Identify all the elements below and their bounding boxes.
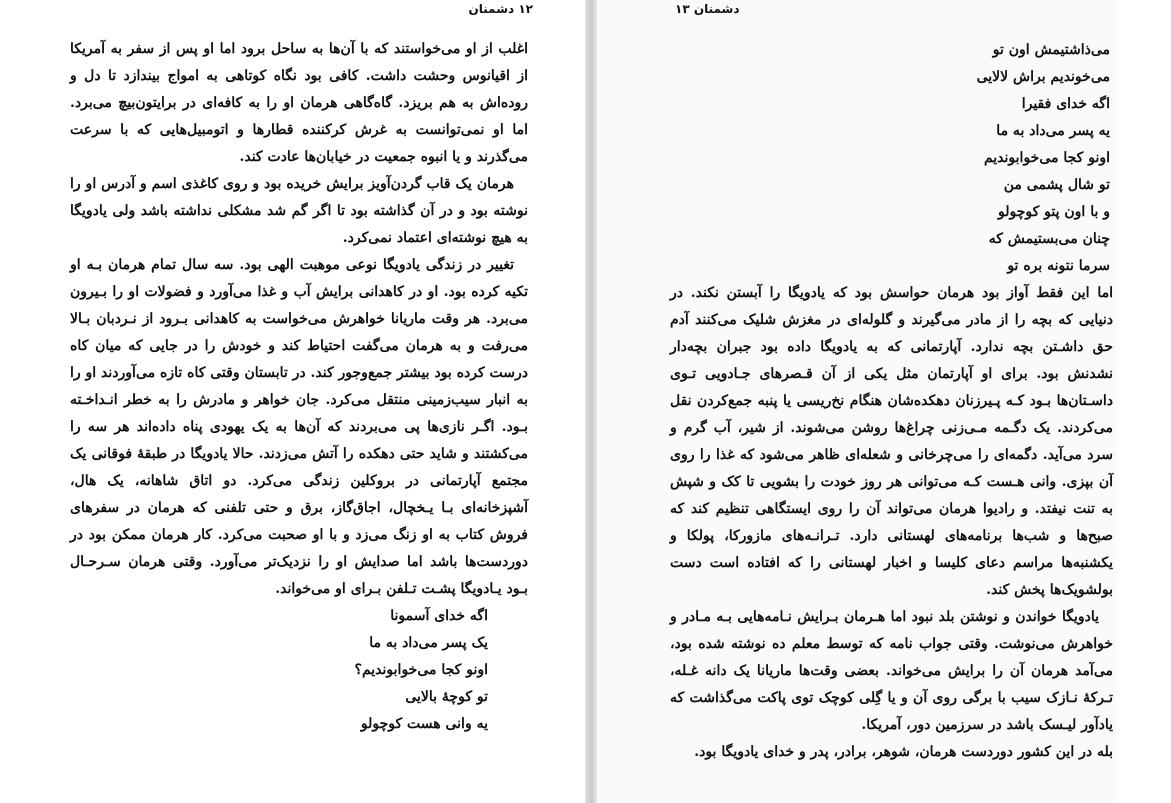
- left-page: [0, 0, 585, 803]
- left-verse-line: اگه خدای آسمونا: [390, 608, 488, 624]
- left-paragraph-3: تغییر در زندگی یادویگا نوعی موهبت الهی بود. سه سال تمام هرمان بـه او تکیه کرده بود. او در کاهدانی برایش آب و غذا می‌آورد و فضولات او را بـیرون می‌برد. هر وقت ماریانا خواهرش می‌خواست به کاهدانی بـرود از نـردبان بـالا می‌رفت و به هرمان می‌گفت احتیاط کند و خودش را در جایی که میان کاه درست کرده بود بیشتر جمع‌وجور کند. در تابستان وقتی کاه تازه می‌آوردند او را به انبار سیب‌زمینی منتقل می‌کرد. جان خواهر و مادرش را به خطر انـداخـته بـود. اگـر نازی‌ها پی می‌بردند که آن‌ها به یک یهودی پناه داده‌اند هر سه را می‌کشتند و شاید حتی دهکده را آتش می‌زدند. حالا یادویگا در طبقهٔ فوقانی یک مجتمع آپارتمانی در بروکلین زندگی می‌کرد. دو اتاق شاهانه، یک هال، آشپزخانه‌ای بـا یـخچال، اجاق‌گاز، برق و حتی تلفنی که هرمان در سفرهای فروش کتاب به او زنگ می‌زد و با او صحبت می‌کرد. کار هرمان ممکن بود در دوردست‌ها باشد اما صدایش او را نزدیک‌تر می‌آورد. وقتی هرمان سـرحـال بـود یـادویگا پشـت تـلفن بـرای او می‌خواند.: [70, 257, 528, 597]
- left-paragraph-1: اغلب از او می‌خواستند که با آن‌ها به ساحل برود اما او پس از سفر به آمریکا از اقیانوس وحشت داشت. کافی بود نگاه کوتاهی به امواج بیندازد تا دل و روده‌اش به هم بریزد. گاه‌گاهی هرمان او را به کافه‌ای در برایتون‌بیچ می‌برد. اما او نمی‌توانست به غرش کرکننده قطارها و اتومبیل‌هایی که با سرعت می‌گذرند و یا انبوه جمعیت در خیابان‌ها عادت کند.: [70, 41, 528, 165]
- right-verse-line: یه پسر می‌داد به ما: [996, 123, 1110, 139]
- left-verse: [70, 603, 488, 738]
- right-verse-line: می‌ذاشتیمش اون تو: [992, 42, 1110, 58]
- right-page: [597, 0, 1171, 803]
- right-paragraph-1: اما این فقط آواز بود هرمان حواسش بود که یادویگا را آبستن نکند. در دنیایی که بچه را از مادر می‌گیرند و گلوله‌ای در مغزش شلیک می‌کنند آدم حق داشـتن بچه ندارد. آپارتمانی که به یادویگا داده بود جبران بچه‌دار نشدنش بود. برای او آپارتمان مثل یکی از آن قـصرهای جـادویی تـوی داسـتان‌ها بـود کـه پـیرزنان دهکده‌شان هنگام نخ‌ریسی یا پنبه جمع‌کردن نقل می‌کردند. یک دگـمه مـی‌زنی چراغ‌ها روشن می‌شوند. از شیر، آب گرم و سرد می‌آید. دگمه‌ای را می‌چرخانی و شعله‌ای ظاهر می‌شود که غذا را روی آن بپزی. وانی هـست کـه می‌توانی هر روز خودت را بشویی تا کک و شپش به تنت نیفتد. و رادیوا هرمان می‌تواند آن را روی ایستگاهی تنظیم کند که صبح‌ها و شب‌ها برنامه‌های لهستانی دارد. تـرانـه‌های مازورکا، پولکا و یکشنبه‌ها مراسم دعای کلیسا و اخبار لهستانی را که افتاده است دست بولشویک‌ها پخش کند.: [670, 285, 1113, 598]
- right-text-column: [670, 37, 1113, 766]
- left-verse-line: تو کوچهٔ بالایی: [405, 689, 488, 705]
- right-verse-line: سرما نتونه بره تو: [1007, 258, 1110, 274]
- right-verse-line: چنان می‌بستیمش که: [988, 231, 1110, 247]
- left-text-column: [70, 36, 528, 738]
- left-paragraph-2: هرمان یک قاب گردن‌آویز برایش خریده بود و روی کاغذی اسم و آدرس او را نوشته بود و در آن گذاشته بود تا اگر گم شد مشکلی نداشته باشد ولی یادویگا به هیچ نوشته‌ای اعتماد نمی‌کرد.: [70, 176, 528, 246]
- left-verse-line: یک پسر می‌داد به ما: [369, 635, 488, 651]
- right-verse-line: اونو کجا می‌خوابوندیم: [983, 150, 1110, 166]
- right-paragraph-2: یادویگا خواندن و نوشتن بلد نبود اما هـرمان بـرایش نـامه‌هایی بـه مـادر و خواهرش می‌نوشت. وقتی جواب نامه که توسط معلم ده نوشته شده بود، می‌آمد هرمان آن را برایش می‌خواند. بعضی وقت‌ها ماریانا یک دانه غـله، تـرکهٔ نـازک سیب با برگی روی آن و یا گِلی کوچک توی پاکت می‌گذاشت که یادآور لیـسک باشد در سرزمین دور، آمریکا.: [670, 609, 1113, 733]
- right-verse: [670, 37, 1110, 280]
- right-paragraph-3: بله در این کشور دوردست هرمان، شوهر، برادر، پدر و خدای یادویگا بود.: [694, 744, 1113, 760]
- left-running-head: ۱۲ دشمنان: [468, 2, 533, 16]
- left-verse-line: یه وانی هست کوچولو: [360, 716, 488, 732]
- right-verse-line: و با اون پتو کوچولو: [998, 204, 1110, 220]
- right-verse-line: اگه خدای فقیرا: [1021, 96, 1110, 112]
- right-verse-line: می‌خوندیم براش لالایی: [976, 69, 1110, 85]
- right-running-head: دشمنان ۱۳: [675, 2, 740, 16]
- right-verse-line: تو شال پشمی من: [1003, 177, 1110, 193]
- book-gutter: [585, 0, 597, 803]
- left-verse-line: اونو کجا می‌خوابوندیم؟: [354, 662, 488, 678]
